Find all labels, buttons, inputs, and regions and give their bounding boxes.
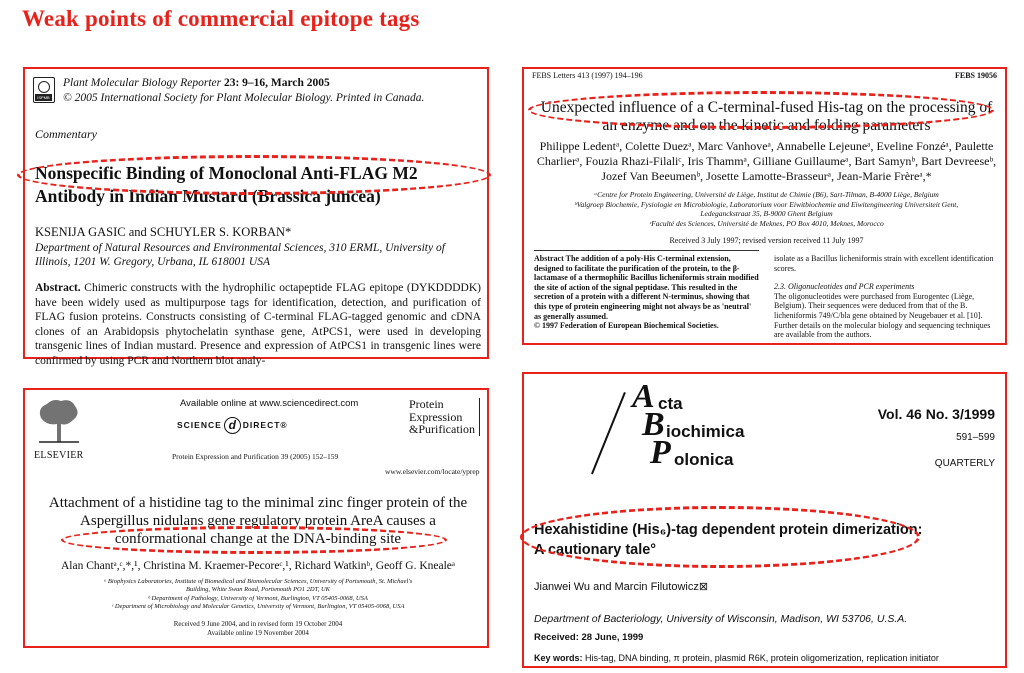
affiliation-line1: Department of Natural Resources and Environmental Sciences, 310 ERML, University of (35, 242, 445, 254)
volume-info: Vol. 46 No. 3/1999 (877, 406, 995, 422)
slide-title: Weak points of commercial epitope tags (22, 6, 420, 31)
affiliations: ᵃCentre for Protein Engineering, Université de Liège, Institut de Chimie (B6), Sart-Tilman, B-4000 Liège, Belgium ᵇValgroep Biochemie, Fysiologie en Microbiologie, Laboratorium voor Eiwitbiochemie and Eiwitengineering Universiteit Gent, Ledeganckstraat 35, B-9000 Ghent Belgium ᶜFaculté des Sciences, Université de Meknes, PO Box 4010, Meknes, Morocco (574, 190, 959, 228)
article-title-line1: Nonspecific Binding of Monoclonal Anti-FLAG M2 (35, 163, 418, 183)
elsevier-tree-icon (37, 398, 81, 444)
journal-header: FEBS Letters 413 (1997) 194–196 (532, 71, 643, 80)
journal-brand: Protein Expression &Purification (409, 398, 480, 436)
received-date: Received 9 June 2004, and in revised form 19 October 2004 Available online 19 November 2004 (173, 620, 343, 637)
article-title-line2: A cautionary tale° (534, 542, 657, 558)
article-title: Attachment of a histidine tag to the minimal zinc finger protein of the Aspergillus nidulans gene regulatory protein AreA causes a conformational change at the DNA-binding site (48, 495, 468, 547)
highlight-ellipse (528, 91, 994, 129)
journal-reference: Protein Expression and Purification 39 (2005) 152–159 (172, 452, 339, 461)
publisher-name: ELSEVIER (34, 450, 84, 461)
abstract: Abstract. Chimeric constructs with the hydrophilic octapeptide FLAG epitope (DYKDDDDK) have been widely used as multipurpose tags for identification, detection, and purification of FLAG fusion proteins. Constructs consisting of C-terminal FLAG-tagged genomic and cDNA clones of an Arabidopsis phytochelatin synthase gene, AtPCS1, were used in developing transgenic lines of Indian mustard. Presence and expression of AtPCS1 in transgenic lines were confirmed by using PCR and Northern blot analy- (35, 282, 481, 367)
received-date: Received: 28 June, 1999 (534, 632, 644, 643)
abstract: Abstract The addition of a poly-His C-terminal extension, designed to facilitate the purification of the protein, to the β-lactamase of a thermophilic Bacillus licheniformis strain modified the site of action of the signal peptidase. This resulted in the secretion of a protein with a different N-terminus, showing that this type of protein engineering might not always be as 'neutral' as generally assumed. © 1997 Federation of European Biochemical Societies. (534, 254, 759, 331)
body-text: isolate as a Bacillus licheniformis strain with excellent identification scores. 2.3. Oligonucleotides and PCR experiments The oligonucleotides were purchased from Eurogentec (Liège, Belgium). Their sequences were deduced from that of the B. licheniformis 749/C/bla gene obtained by Neugebauer et al. [10]. Further details on the molecular biology and sequencing techniques are available from the authors. (774, 254, 994, 340)
ispmb-logo-icon: ISPMB (33, 77, 55, 103)
authors: Alan Chantᵃ,ᶜ,*,¹, Christina M. Kraemer-Pecoreᶜ,¹, Richard Watkinᵇ, Geoff G. Knealeᵃ (60, 560, 456, 572)
divider (534, 250, 759, 251)
article-title-line1: Hexahistidine (His₆)-tag dependent protein dimerization: (534, 522, 923, 538)
journal-url: www.elsevier.com/locate/yprep (385, 467, 480, 476)
article-title: Unexpected influence of a C-terminal-fused His-tag on the processing of an enzyme and on the kinetic and folding parameters (540, 99, 993, 134)
highlight-ellipse (17, 155, 491, 195)
acta-biochimica-polonica-logo: A cta B iochimica P olonica (624, 384, 789, 474)
availability-note: Available online at www.sciencedirect.com (180, 398, 359, 409)
article-panel-histag-febs (522, 67, 1007, 345)
highlight-ellipse (520, 506, 923, 568)
publication-frequency: QUARTERLY (934, 458, 995, 469)
article-panel-areA (23, 388, 489, 648)
keywords: Key words: His-tag, DNA binding, π protein, plasmid R6K, protein oligomerization, replication initiator (534, 653, 939, 663)
authors: Philippe Ledentᵃ, Colette Duezᵃ, Marc Vanhoveᵃ, Annabelle Lejeuneᵃ, Eveline Fonzéᵃ, Paulette Charlierᵃ, Fouzia Rhazi-Filaliᶜ, Iris Thammᵃ, Gilliane Guillaumeᵃ, Bart Samynᵇ, Bart Devreeseᵇ, Jozef Van Beeumenᵇ, Josette Lamotte-Brasseurᵃ, Jean-Marie Frèreᵃ,* (536, 139, 997, 183)
article-panel-flag (23, 67, 489, 367)
authors: Jianwei Wu and Marcin Filutowicz⊠ (534, 581, 709, 593)
article-code: FEBS 19056 (954, 71, 997, 80)
journal-line: Plant Molecular Biology Reporter 23: 9–16, March 2005 (63, 77, 330, 89)
affiliation: Department of Bacteriology, University of Wisconsin, Madison, WI 53706, U.S.A. (534, 613, 908, 625)
received-date: Received 3 July 1997; revised version received 11 July 1997 (669, 236, 864, 245)
highlight-ellipse (61, 526, 447, 554)
affiliations: ᵃ Biophysics Laboratories, Institute of Biomedical and Biomolecular Sciences, University of Portsmouth, St. Michael's Building, White Swan Road, Portsmouth PO1 2DT, UK ᵇ Department of Pathology, University of Vermont, Burlington, VT 05405-0068, USA ᶜ Department of Microbiology and Molecular Genetics, University of Vermont, Burlington, VT 05405-0068, USA (103, 578, 413, 610)
authors: KSENIJA GASIC and SCHUYLER S. KORBAN* (35, 225, 292, 239)
affiliation-line2: Illinois, 1201 W. Gregory, Urbana, IL 618001 USA (35, 256, 271, 268)
copyright-line: © 2005 International Society for Plant Molecular Biology. Printed in Canada. (63, 92, 425, 104)
section-label: Commentary (35, 127, 97, 141)
page-range: 591–599 (956, 432, 995, 443)
article-panel-hexahistidine (522, 372, 1007, 668)
article-title-line2: Antibody in Indian Mustard (Brassica juncea) (35, 186, 381, 206)
sciencedirect-logo: SCIENCE d DIRECT® (177, 418, 288, 432)
